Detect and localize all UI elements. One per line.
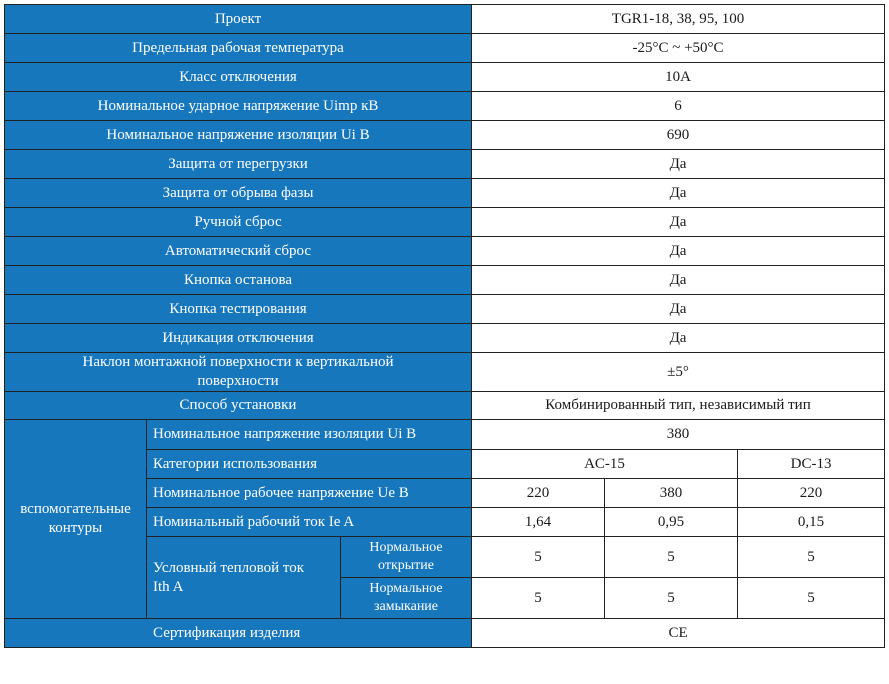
row-value: Комбинированный тип, независимый тип	[472, 392, 885, 420]
aux-voltage-value: 220	[738, 479, 885, 508]
cert-value: CE	[472, 619, 885, 648]
aux-current-value: 1,64	[472, 508, 605, 537]
row-label: Предельная рабочая температура	[5, 34, 472, 63]
row-label: Номинальное напряжение изоляции Ui В	[5, 121, 472, 150]
row-value: 690	[472, 121, 885, 150]
aux-nc-label: Нормальное замыкание	[341, 578, 472, 619]
aux-current-value: 0,95	[605, 508, 738, 537]
row-label: Защита от обрыва фазы	[5, 179, 472, 208]
table-row	[5, 150, 885, 179]
row-value: Да	[472, 295, 885, 324]
table-row	[5, 295, 885, 324]
aux-category-ac: AC-15	[472, 450, 738, 479]
row-label: Защита от перегрузки	[5, 150, 472, 179]
table-row	[5, 324, 885, 353]
table-row	[5, 121, 885, 150]
aux-thermal-label: Условный тепловой ток Ith A	[147, 537, 341, 619]
row-value: 10A	[472, 63, 885, 92]
row-value: -25°C ~ +50°C	[472, 34, 885, 63]
row-value: Да	[472, 237, 885, 266]
row-label: Ручной сброс	[5, 208, 472, 237]
row-value: Да	[472, 208, 885, 237]
aux-current-value: 0,15	[738, 508, 885, 537]
cert-label: Сертификация изделия	[147, 619, 472, 648]
table-row	[5, 5, 885, 34]
aux-insulation-value: 380	[472, 420, 885, 450]
aux-insulation-label: Номинальное напряжение изоляции Ui В	[147, 420, 472, 450]
aux-voltage-label: Номинальное рабочее напряжение Ue В	[147, 479, 472, 508]
aux-current-label: Номинальный рабочий ток Ie A	[147, 508, 472, 537]
row-value: Да	[472, 266, 885, 295]
aux-category-label: Категории использования	[147, 450, 472, 479]
row-label: Индикация отключения	[5, 324, 472, 353]
table-row	[5, 63, 885, 92]
spec-table	[4, 4, 885, 648]
table-row	[5, 34, 885, 63]
aux-voltage-value: 220	[472, 479, 605, 508]
aux-nc-value: 5	[472, 578, 605, 619]
row-label: Наклон монтажной поверхности к вертикальной поверхности	[5, 353, 472, 392]
row-label: Способ установки	[5, 392, 472, 420]
aux-nc-value: 5	[605, 578, 738, 619]
table-row	[5, 420, 885, 450]
table-row	[5, 179, 885, 208]
row-label: Номинальное ударное напряжение Uimp кВ	[5, 92, 472, 121]
row-label: Кнопка тестирования	[5, 295, 472, 324]
row-label: Класс отключения	[5, 63, 472, 92]
aux-category-dc: DC-13	[738, 450, 885, 479]
row-value: Да	[472, 179, 885, 208]
row-value: ±5°	[472, 353, 885, 392]
table-row	[5, 237, 885, 266]
aux-no-value: 5	[472, 537, 605, 578]
row-label: Автоматический сброс	[5, 237, 472, 266]
table-row	[5, 353, 885, 392]
table-row	[5, 619, 885, 648]
row-value: 6	[472, 92, 885, 121]
aux-group-label: вспомогательные контуры	[5, 420, 147, 619]
row-value: Да	[472, 150, 885, 179]
row-label: Проект	[5, 5, 472, 34]
table-row	[5, 392, 885, 420]
cert-spacer	[5, 619, 147, 648]
table-row	[5, 208, 885, 237]
aux-no-value: 5	[738, 537, 885, 578]
row-value: Да	[472, 324, 885, 353]
row-label: Кнопка останова	[5, 266, 472, 295]
aux-nc-value: 5	[738, 578, 885, 619]
aux-no-value: 5	[605, 537, 738, 578]
row-value: TGR1-18, 38, 95, 100	[472, 5, 885, 34]
aux-voltage-value: 380	[605, 479, 738, 508]
aux-no-label: Нормальное открытие	[341, 537, 472, 578]
table-row	[5, 92, 885, 121]
table-row	[5, 266, 885, 295]
